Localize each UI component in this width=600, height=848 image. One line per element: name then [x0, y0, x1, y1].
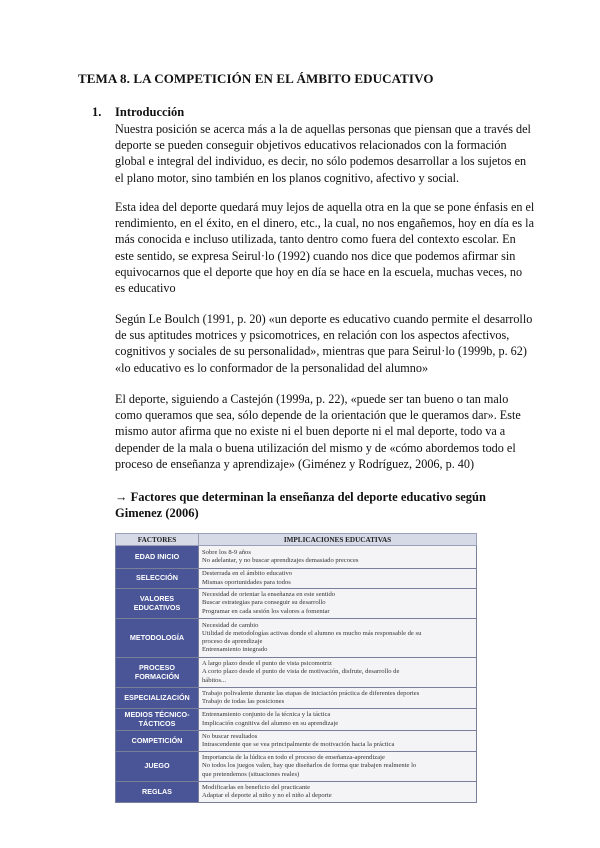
- implications-cell: [199, 658, 477, 688]
- factor-cell: JUEGO: [116, 752, 199, 782]
- factor-cell: SELECCIÓN: [116, 569, 199, 589]
- table-row: [116, 782, 477, 803]
- table-header-row: [116, 534, 477, 546]
- paragraph-3: Según Le Boulch (1991, p. 20) «un deporte es educativo cuando permite el desarrollo de sus aptitudes motrices y psicomotrices, en relación con los aspectos afectivos, cognitivos y sociales de su personalidad», mientras que para Seirul·lo (1999b, p. 62) «lo educativo es lo conformador de la personalidad del alumno»: [115, 312, 533, 375]
- implication-item: Entrenamiento integrado: [202, 646, 268, 654]
- table-row: [116, 589, 477, 619]
- implication-item: Necesidad de orientar la enseñanza en este sentido: [202, 591, 336, 599]
- table-row: [116, 546, 477, 569]
- implication-item: hábitos...: [202, 676, 226, 684]
- table-row: [116, 731, 477, 752]
- implication-item: No adelantar, y no buscar aprendizajes demasiado precoces: [202, 557, 359, 564]
- implication-item: A corto plazo desde el punto de vista de motivación, disfrute, desarrollo de: [202, 668, 400, 676]
- implications-cell: [199, 589, 477, 619]
- section-title: Introducción: [115, 105, 185, 119]
- implication-item: Trabajo polivalente durante las etapas de iniciación práctica de diferentes deportes: [202, 689, 420, 697]
- implication-item: Trabajo de todas las posiciones: [202, 698, 285, 705]
- table-row: [116, 688, 477, 709]
- implication-item: No buscar resultados: [202, 732, 258, 740]
- implications-cell: [199, 546, 477, 569]
- factor-cell: METODOLOGÍA: [116, 619, 199, 658]
- implication-item: Necesidad de cambio: [202, 621, 259, 629]
- implication-item: Adaptar el deporte al niño y no el niño al deporte: [202, 792, 332, 799]
- implications-cell: [199, 619, 477, 658]
- implications-cell: [199, 569, 477, 589]
- implication-item: Intrascendente que se vea principalmente de motivación hacia la práctica: [202, 741, 395, 748]
- implications-cell: [199, 688, 477, 709]
- factor-cell: REGLAS: [116, 782, 199, 803]
- factors-subheading: → Factores que determinan la enseñanza del deporte educativo según Gimenez (2006): [115, 490, 486, 520]
- table-row: [116, 658, 477, 688]
- implication-item: Sobre los 8-9 años: [202, 548, 251, 556]
- factor-cell: PROCESO FORMACIÓN: [116, 658, 199, 688]
- factor-cell: COMPETICIÓN: [116, 731, 199, 752]
- factor-cell: MEDIOS TÉCNICO-TÁCTICOS: [116, 709, 199, 731]
- table-row: [116, 709, 477, 731]
- section-number: 1.: [92, 105, 102, 119]
- document-title: TEMA 8. LA COMPETICIÓN EN EL ÁMBITO EDUCATIVO: [78, 71, 434, 86]
- paragraph-2: Esta idea del deporte quedará muy lejos de aquella otra en la que se pone énfasis en el rendimiento, en el éxito, en el dinero, etc., la cual, no nos engañemos, hoy en día es la más conocida e incluso utilizada, tanto dentro como fuera del contexto escolar. En este sentido, se expresa Seirul·lo (1992) cuando nos dice que podemos afirmar sin equivocarnos que el deporte que hoy en día se hace en la escuela, muchas veces, no es educativo: [115, 200, 535, 296]
- factor-cell: VALORES EDUCATIVOS: [116, 589, 199, 619]
- implications-cell: [199, 731, 477, 752]
- paragraph-1: Nuestra posición se acerca más a la de aquellas personas que piensan que a través del deporte se pueden conseguir objetivos educativos relacionados con la formación global e integral del individuo, es decir, no sólo podemos desarrollar a los sujetos en el plano motor, sino también en los planos cognitivo, afectivo y social.: [115, 122, 531, 185]
- table-row: [116, 569, 477, 589]
- factor-cell: ESPECIALIZACIÓN: [116, 688, 199, 709]
- header-factores: FACTORES: [116, 534, 199, 546]
- implication-item: Buscar estrategias para conseguir su desarrollo: [202, 599, 326, 607]
- implication-item: A largo plazo desde el punto de vista psicomotriz: [202, 660, 332, 668]
- factors-table: [115, 533, 477, 803]
- implications-cell: [199, 752, 477, 782]
- implication-item: que pretendemos (situaciones reales): [202, 770, 300, 778]
- implication-item: Implicación cognitiva del alumno en su aprendizaje: [202, 719, 339, 727]
- header-implicaciones: IMPLICACIONES EDUCATIVAS: [199, 534, 477, 546]
- implication-item: Utilidad de metodologías activas donde el alumno es mucho más responsable de su: [202, 629, 422, 637]
- implications-cell: [199, 782, 477, 803]
- implication-item: Modificarlas en beneficio del practicante: [202, 783, 311, 791]
- implication-item: Entrenamiento conjunto de la técnica y la táctica: [202, 711, 331, 719]
- implication-item: Desterrada en el ámbito educativo: [202, 570, 293, 578]
- paragraph-4: El deporte, siguiendo a Castejón (1999a, p. 22), «puede ser tan bueno o tan malo como queramos que sea, sólo depende de la orientación que le queramos dar». Este mismo autor afirma que no existe ni el buen deporte ni el mal deporte, todo va a depender de la mala o buena utilización del mismo y de «cómo abordemos todo el proceso de enseñanza y aprendizaje» (Giménez y Rodríguez, 2006, p. 40): [115, 392, 521, 471]
- implication-item: Mismas oportunidades para todos: [202, 578, 291, 586]
- implication-item: Programar en cada sesión los valores a fomentar: [202, 607, 330, 615]
- implications-cell: [199, 709, 477, 731]
- implication-item: No todos los juegos valen, hay que diseñarlos de forma que trabajen realmente lo: [202, 762, 417, 770]
- table-row: [116, 752, 477, 782]
- implication-item: Importancia de la lúdica en todo el proceso de enseñanza-aprendizaje: [202, 754, 385, 762]
- implication-item: proceso de aprendizaje: [202, 638, 263, 645]
- factor-cell: EDAD INICIO: [116, 546, 199, 569]
- table-row: [116, 619, 477, 658]
